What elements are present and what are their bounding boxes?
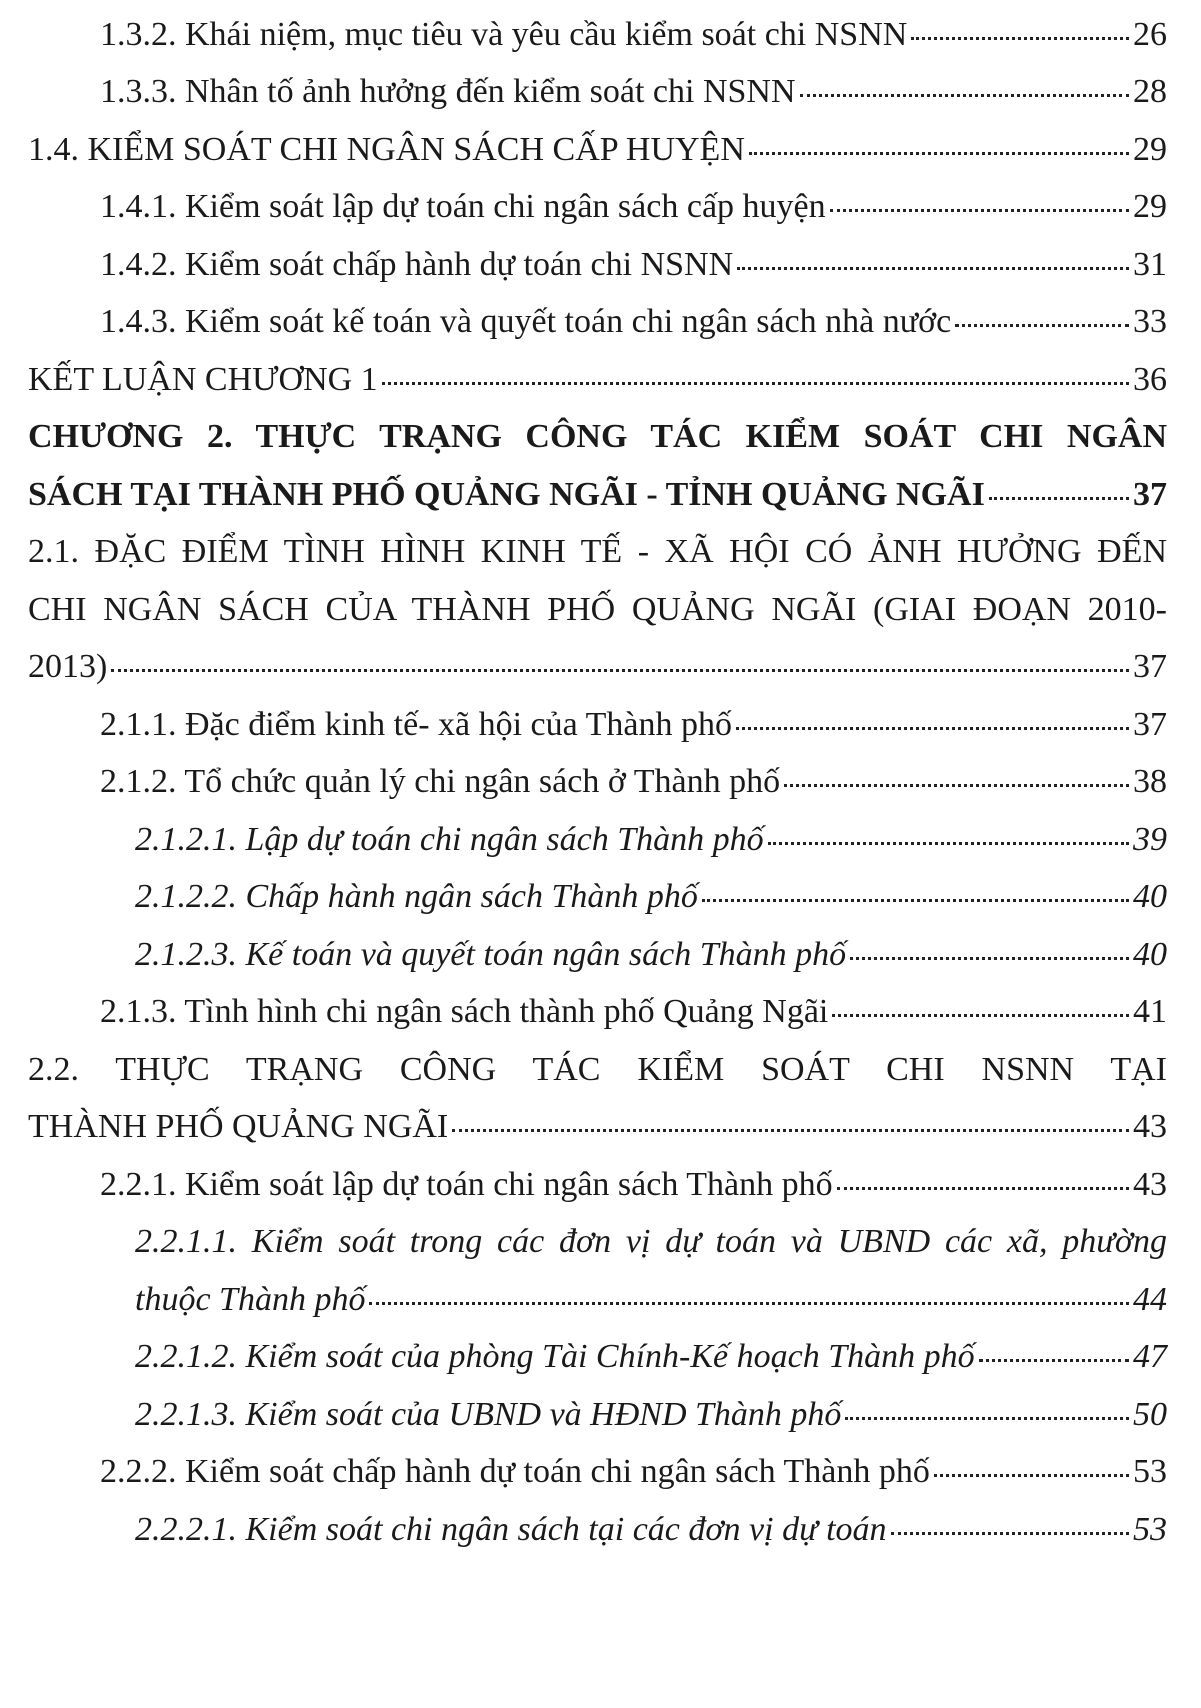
toc-page-number: 40 (1133, 878, 1167, 915)
dot-leader (369, 1302, 1129, 1305)
dot-leader (768, 842, 1129, 845)
dot-leader (845, 1417, 1129, 1420)
toc-entry-title: 2.1.2.3. Kế toán và quyết toán ngân sách Thành phố (135, 936, 847, 973)
toc-entry (100, 765, 1167, 799)
toc-page-number: 39 (1133, 821, 1167, 858)
toc-page-number: 50 (1133, 1396, 1167, 1433)
toc-entry (135, 823, 1167, 857)
dot-leader (111, 669, 1129, 672)
toc-page-number: 38 (1133, 763, 1167, 800)
dot-leader (955, 324, 1129, 327)
toc-page-number: 28 (1133, 73, 1167, 110)
toc-page-number: 44 (1133, 1281, 1167, 1318)
toc-entry-title: THÀNH PHỐ QUẢNG NGÃI (28, 1108, 449, 1145)
toc-entry (135, 1283, 1167, 1317)
toc-entry-title: 2.1.2. Tổ chức quản lý chi ngân sách ở Thành phố (100, 763, 781, 800)
toc-page-number: 41 (1133, 993, 1167, 1030)
dot-leader (832, 1014, 1129, 1017)
toc-page-number: 40 (1133, 936, 1167, 973)
toc-entry (100, 995, 1167, 1029)
dot-leader (800, 94, 1129, 97)
toc-entry-title: 2.2.2.1. Kiểm soát chi ngân sách tại các đơn vị dự toán (135, 1511, 887, 1548)
toc-entry (100, 75, 1167, 109)
toc-page-number: 37 (1133, 476, 1167, 513)
dot-leader (784, 784, 1129, 787)
toc-page-number: 36 (1133, 361, 1167, 398)
toc-entry (135, 880, 1167, 914)
toc-entry-title: 2.2.1.2. Kiểm soát của phòng Tài Chính-Kế hoạch Thành phố (135, 1338, 975, 1375)
toc-entry (100, 1455, 1167, 1489)
toc-entry-title: 2.1.3. Tình hình chi ngân sách thành phố Quảng Ngãi (100, 993, 829, 1030)
toc-heading-line: 2.2. THỰC TRẠNG CÔNG TÁC KIỂM SOÁT CHI NSNN TẠI (28, 1051, 1167, 1088)
toc-entry (100, 708, 1167, 742)
toc-entry-title: 2013) (28, 648, 108, 685)
dot-leader (737, 267, 1129, 270)
toc-entry (135, 938, 1167, 972)
toc-entry (100, 248, 1167, 282)
toc-heading-line: 2.2.1.1. Kiểm soát trong các đơn vị dự toán và UBND các xã, phường (135, 1223, 1167, 1260)
toc-heading-line: CHI NGÂN SÁCH CỦA THÀNH PHỐ QUẢNG NGÃI (GIAI ĐOẠN 2010- (28, 591, 1167, 628)
toc-entry-title: SÁCH TẠI THÀNH PHỐ QUẢNG NGÃI - TỈNH QUẢNG NGÃI (28, 476, 985, 513)
toc-entry-title: 2.1.1. Đặc điểm kinh tế- xã hội của Thành phố (100, 706, 732, 743)
toc-entry-title: 2.1.2.1. Lập dự toán chi ngân sách Thành phố (135, 821, 764, 858)
toc-entry-title: 2.2.2. Kiểm soát chấp hành dự toán chi ngân sách Thành phố (100, 1453, 930, 1490)
toc-page-number: 37 (1133, 648, 1167, 685)
toc-entry-title: thuộc Thành phố (135, 1281, 366, 1318)
toc-entry (28, 133, 1167, 167)
toc-page-number: 53 (1133, 1453, 1167, 1490)
dot-leader (452, 1129, 1129, 1132)
dot-leader (736, 727, 1129, 730)
toc-entry-title: 2.1.2.2. Chấp hành ngân sách Thành phố (135, 878, 698, 915)
toc-entry-title: 1.3.2. Khái niệm, mục tiêu và yêu cầu kiểm soát chi NSNN (100, 16, 908, 53)
toc-heading-line: 2.1. ĐẶC ĐIỂM TÌNH HÌNH KINH TẾ - XÃ HỘI CÓ ẢNH HƯỞNG ĐẾN (28, 533, 1167, 570)
toc-entry (100, 1168, 1167, 1202)
dot-leader (830, 209, 1129, 212)
dot-leader (837, 1187, 1129, 1190)
dot-leader (702, 899, 1129, 902)
dot-leader (382, 382, 1129, 385)
dot-leader (911, 37, 1129, 40)
toc-entry (28, 650, 1167, 684)
toc-page-number: 31 (1133, 246, 1167, 283)
toc-entry-title: 2.2.1.3. Kiểm soát của UBND và HĐND Thành phố (135, 1396, 842, 1433)
toc-entry-title: 2.2.1. Kiểm soát lập dự toán chi ngân sách Thành phố (100, 1166, 833, 1203)
dot-leader (989, 497, 1129, 500)
toc-entry-title: KẾT LUẬN CHƯƠNG 1 (28, 361, 378, 398)
toc-entry-title: 1.4.1. Kiểm soát lập dự toán chi ngân sách cấp huyện (100, 188, 826, 225)
dot-leader (850, 957, 1129, 960)
toc-page-number: 33 (1133, 303, 1167, 340)
toc-entry (28, 1110, 1167, 1144)
toc-entry (100, 18, 1167, 52)
toc-page-number: 43 (1133, 1166, 1167, 1203)
toc-page-number: 43 (1133, 1108, 1167, 1145)
toc-page-number: 37 (1133, 706, 1167, 743)
toc-page-number: 29 (1133, 131, 1167, 168)
toc-page-number: 53 (1133, 1511, 1167, 1548)
toc-entry (135, 1513, 1167, 1547)
toc-heading-line: CHƯƠNG 2. THỰC TRẠNG CÔNG TÁC KIỂM SOÁT CHI NGÂN (28, 418, 1167, 455)
dot-leader (749, 152, 1129, 155)
dot-leader (979, 1359, 1129, 1362)
toc-page-number: 26 (1133, 16, 1167, 53)
toc-entry (100, 190, 1167, 224)
toc-entry-title: 1.4.2. Kiểm soát chấp hành dự toán chi NSNN (100, 246, 734, 283)
toc-entry (135, 1340, 1167, 1374)
toc-entry (100, 305, 1167, 339)
toc-page-number: 47 (1133, 1338, 1167, 1375)
toc-entry-title: 1.4. KIỂM SOÁT CHI NGÂN SÁCH CẤP HUYỆN (28, 131, 745, 168)
toc-page-number: 29 (1133, 188, 1167, 225)
toc-entry-title: 1.4.3. Kiểm soát kế toán và quyết toán chi ngân sách nhà nước (100, 303, 952, 340)
toc-entry (28, 478, 1167, 512)
toc-entry-title: 1.3.3. Nhân tố ảnh hưởng đến kiểm soát chi NSNN (100, 73, 796, 110)
toc-entry (135, 1398, 1167, 1432)
dot-leader (891, 1532, 1129, 1535)
dot-leader (934, 1474, 1129, 1477)
toc-entry (28, 363, 1167, 397)
